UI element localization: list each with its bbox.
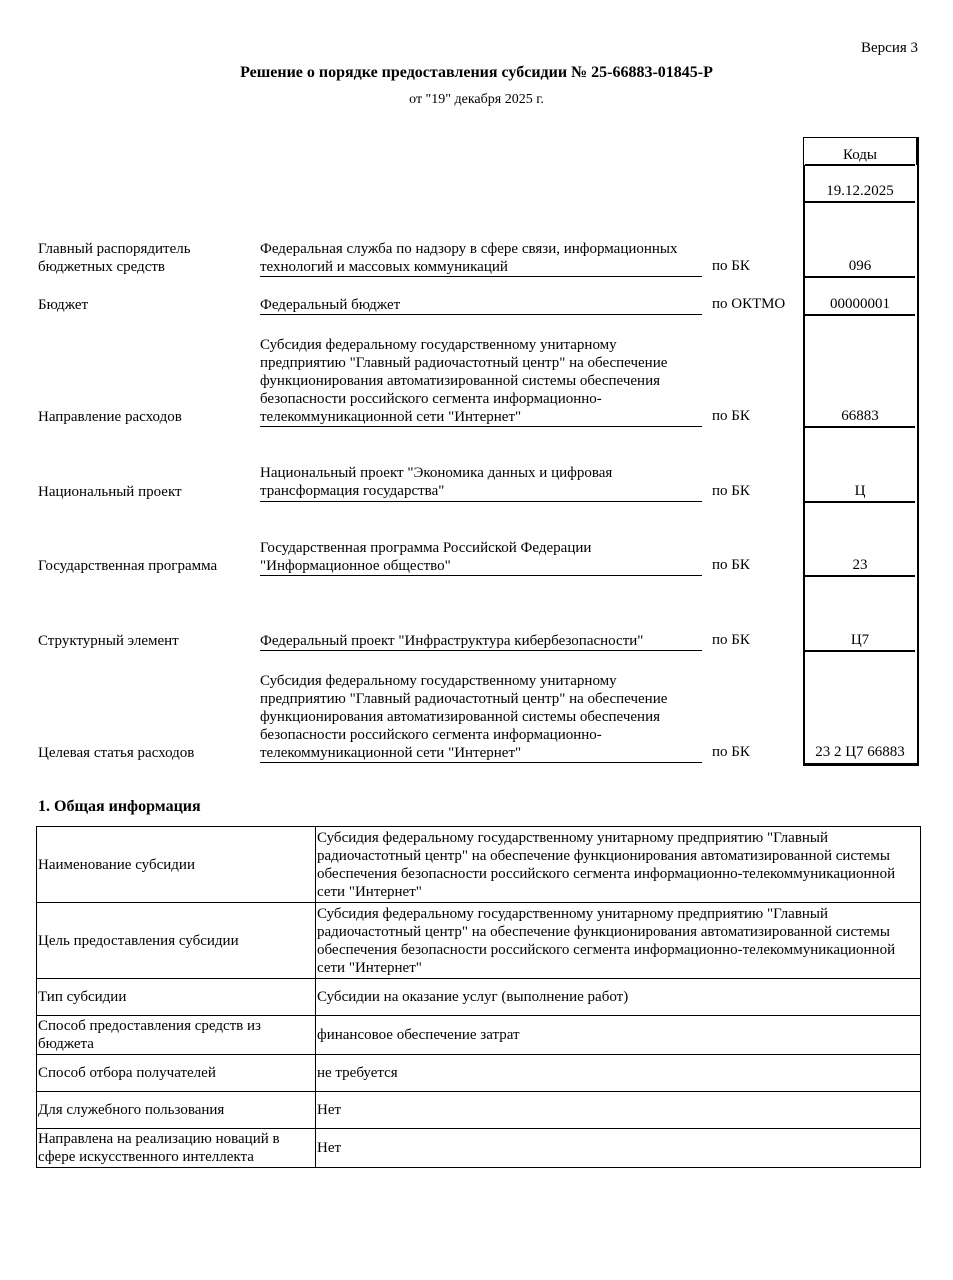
- row-label: Направлена на реализацию новаций в сфере искусственного интеллекта: [37, 1129, 316, 1168]
- requisite-code: 66883: [841, 408, 879, 424]
- row-value: Субсидии на оказание услуг (выполнение работ): [316, 979, 921, 1016]
- requisite-value: Государственная программа Российской Федерации "Информационное общество": [260, 540, 592, 574]
- requisite-value: Субсидия федеральному государственному унитарному предприятию "Главный радиочастотный центр" на обеспечение функционирования автоматизированной системы обеспечения безопасности российского сегмента информационно-телекоммуникационной сети "Интернет": [260, 337, 668, 425]
- table-row: [37, 1055, 921, 1092]
- requisite-code: 00000001: [830, 296, 890, 312]
- codes-divider: [805, 426, 915, 428]
- requisite-underline: [260, 276, 702, 277]
- table-row: [37, 1092, 921, 1129]
- codes-divider: [805, 575, 915, 577]
- row-label: Тип субсидии: [37, 979, 316, 1016]
- requisite-code: Ц: [854, 483, 866, 499]
- codes-column: [803, 137, 919, 766]
- row-label: Для служебного пользования: [37, 1092, 316, 1129]
- requisite-label: Структурный элемент: [38, 633, 179, 649]
- table-row: [37, 1016, 921, 1055]
- row-label: Цель предоставления субсидии: [37, 903, 316, 979]
- requisite-code-type: по БК: [712, 483, 750, 499]
- row-label: Способ предоставления средств из бюджета: [37, 1016, 316, 1055]
- requisite-underline: [260, 501, 702, 502]
- requisite-code: Ц7: [850, 632, 870, 648]
- row-value: финансовое обеспечение затрат: [316, 1016, 921, 1055]
- codes-divider: [805, 201, 915, 203]
- document-title: Решение о порядке предоставления субсидии № 25-66883-01845-Р: [240, 64, 713, 81]
- codes-divider: [805, 650, 915, 652]
- codes-date: 19.12.2025: [826, 183, 894, 199]
- requisite-label: Бюджет: [38, 297, 89, 313]
- requisite-code-type: по БК: [712, 744, 750, 760]
- requisite-code-type: по ОКТМО: [712, 296, 786, 312]
- requisite-code: 23 2 Ц7 66883: [815, 744, 905, 760]
- requisite-code: 23: [852, 557, 868, 573]
- requisite-value: Федеральная служба по надзору в сфере связи, информационных технологий и массовых коммуникаций: [260, 241, 678, 275]
- requisite-code-type: по БК: [712, 258, 750, 274]
- requisite-value: Национальный проект "Экономика данных и цифровая трансформация государства": [260, 465, 613, 499]
- requisite-value: Субсидия федеральному государственному унитарному предприятию "Главный радиочастотный центр" на обеспечение функционирования автоматизированной системы обеспечения безопасности российского сегмента информационно-телекоммуникационной сети "Интернет": [260, 673, 668, 761]
- row-value: Нет: [316, 1092, 921, 1129]
- table-row: [37, 903, 921, 979]
- requisite-label: Государственная программа: [38, 558, 218, 574]
- requisite-label: Главный распорядитель бюджетных средств: [38, 241, 191, 275]
- requisite-code-type: по БК: [712, 632, 750, 648]
- row-value: Субсидия федеральному государственному унитарному предприятию "Главный радиочастотный центр" на обеспечение функционирования автоматизированной системы обеспечения безопасности российского сегмента информационно-телекоммуникационной сети "Интернет": [316, 903, 921, 979]
- codes-divider: [805, 276, 915, 278]
- document-version: Версия 3: [861, 40, 918, 56]
- requisite-label: Направление расходов: [38, 409, 182, 425]
- requisite-underline: [260, 426, 702, 427]
- table-row: [37, 827, 921, 903]
- general-info-table: [36, 826, 921, 1168]
- codes-divider: [805, 501, 915, 503]
- row-value: Нет: [316, 1129, 921, 1168]
- codes-divider: [805, 164, 915, 166]
- requisite-code: 096: [848, 258, 872, 274]
- requisite-label: Целевая статья расходов: [38, 745, 195, 761]
- requisite-underline: [260, 762, 702, 763]
- requisite-label: Национальный проект: [38, 484, 182, 500]
- requisite-code-type: по БК: [712, 408, 750, 424]
- row-value: не требуется: [316, 1055, 921, 1092]
- requisite-underline: [260, 314, 702, 315]
- requisite-value: Федеральный проект "Инфраструктура кибербезопасности": [260, 633, 644, 649]
- row-value: Субсидия федеральному государственному унитарному предприятию "Главный радиочастотный центр" на обеспечение функционирования автоматизированной системы обеспечения безопасности российского сегмента информационно-телекоммуникационной сети "Интернет": [316, 827, 921, 903]
- requisite-code-type: по БК: [712, 557, 750, 573]
- row-label: Наименование субсидии: [37, 827, 316, 903]
- requisite-value: Федеральный бюджет: [260, 297, 401, 313]
- document-date: от "19" декабря 2025 г.: [409, 92, 544, 107]
- codes-header: Коды: [803, 137, 917, 165]
- row-label: Способ отбора получателей: [37, 1055, 316, 1092]
- table-row: [37, 1129, 921, 1168]
- codes-divider: [805, 314, 915, 316]
- table-row: [37, 979, 921, 1016]
- section-title: 1. Общая информация: [38, 798, 201, 815]
- requisite-underline: [260, 650, 702, 651]
- requisite-underline: [260, 575, 702, 576]
